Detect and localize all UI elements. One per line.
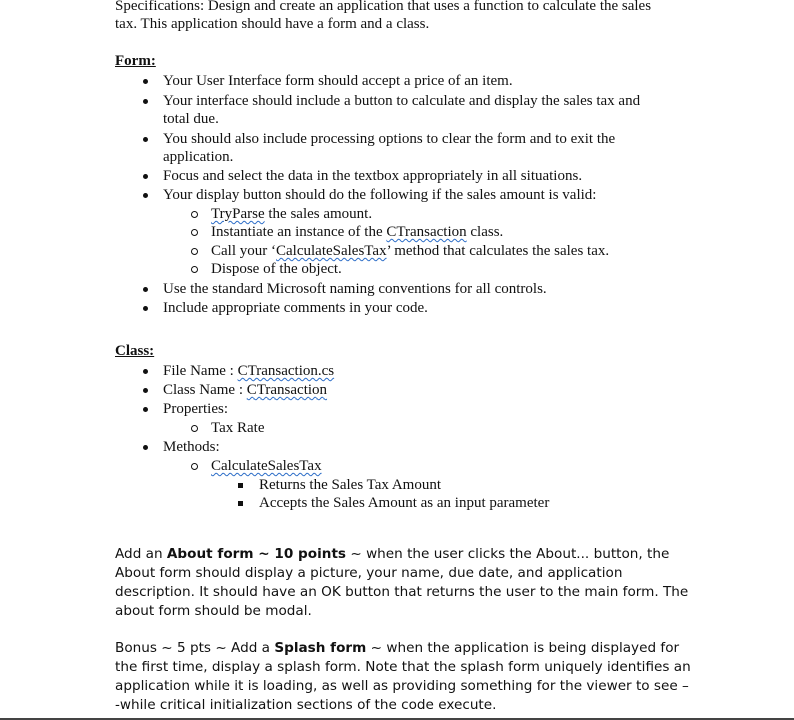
about-line-1: [115, 545, 669, 564]
form-bullet-6: Use the standard Microsoft naming conventions for all controls.: [163, 281, 547, 297]
class-properties: Properties:: [163, 401, 228, 417]
form-heading: Form:: [115, 53, 156, 69]
about-line-4: about form should be modal.: [115, 603, 312, 619]
form-subitem-1: [211, 205, 372, 224]
about-line-1-a: Add an: [115, 546, 167, 562]
form-subitem-3: [211, 242, 609, 261]
intro-line-2: tax. This application should have a form and a class.: [115, 16, 430, 32]
form-subitem-3-post: ’ method that calculates the sales tax.: [386, 243, 610, 259]
spell-flag-tryparse: TryParse: [211, 206, 265, 222]
form-bullet-4: Focus and select the data in the textbox appropriately in all situations.: [163, 168, 583, 184]
form-subitem-2-pre: Instantiate an instance of the: [211, 224, 387, 240]
form-subitem-1-text: the sales amount.: [264, 206, 373, 222]
form-bullet-2-cont: total due.: [163, 111, 219, 127]
bonus-line-3: application while it is loading, as well as providing something for the viewer to see –: [115, 678, 689, 694]
form-bullet-1: Your User Interface form should accept a price of an item.: [163, 73, 513, 89]
spell-flag-ctransaction: CTransaction: [386, 224, 467, 240]
about-line-2: About form should display a picture, your name, due date, and application: [115, 565, 623, 581]
about-line-1-b: ~ when the user clicks the About... button, the: [346, 546, 670, 562]
form-bullet-5: Your display button should do the following if the sales amount is valid:: [163, 187, 597, 203]
bonus-line-1-a: Bonus ~ 5 pts ~ Add a: [115, 640, 275, 656]
class-name-value: CTransaction: [246, 382, 328, 398]
class-name-label: Class Name :: [163, 382, 247, 398]
bonus-line-1-b: ~ when the application is being displayed for: [366, 640, 680, 656]
bonus-line-2: the first time, display a splash form. Note that the splash form uniquely identifies an: [115, 659, 691, 675]
form-subitem-2: [211, 223, 503, 242]
method-point-1: Returns the Sales Tax Amount: [259, 477, 441, 493]
bonus-line-1: [115, 639, 679, 658]
form-bullet-7: Include appropriate comments in your code.: [163, 300, 428, 316]
form-subitem-2-post: class.: [466, 224, 504, 240]
about-line-3: description. It should have an OK button that returns the user to the main form. The: [115, 584, 689, 600]
class-methods: Methods:: [163, 439, 220, 455]
bonus-line-1-bold: Splash form: [274, 640, 367, 656]
form-bullet-2: Your interface should include a button to calculate and display the sales tax and: [163, 93, 641, 109]
form-bullet-3-cont: application.: [163, 149, 234, 165]
bonus-line-4: -while critical initialization sections of the code execute.: [115, 697, 497, 713]
form-bullet-3: You should also include processing options to clear the form and to exit the: [163, 131, 616, 147]
class-class-name: [163, 381, 327, 400]
file-name-value: CTransaction.cs: [237, 363, 335, 379]
method-point-2: Accepts the Sales Amount as an input parameter: [259, 495, 550, 511]
class-heading: Class:: [115, 343, 155, 359]
file-name-label: File Name :: [163, 363, 238, 379]
method-name: CalculateSalesTax: [211, 458, 322, 474]
form-subitem-4: Dispose of the object.: [211, 261, 342, 277]
class-file-name: [163, 362, 334, 381]
form-subitem-3-pre: Call your ‘: [211, 243, 276, 259]
about-line-1-bold: About form ~ 10 points: [166, 546, 347, 562]
class-property-tax-rate: Tax Rate: [211, 420, 265, 436]
spell-flag-calculatesalestax: CalculateSalesTax: [276, 243, 387, 259]
class-method-calculate: [211, 457, 322, 476]
intro-line-1: Specifications: Design and create an application that uses a function to calculate the sales: [115, 0, 652, 14]
